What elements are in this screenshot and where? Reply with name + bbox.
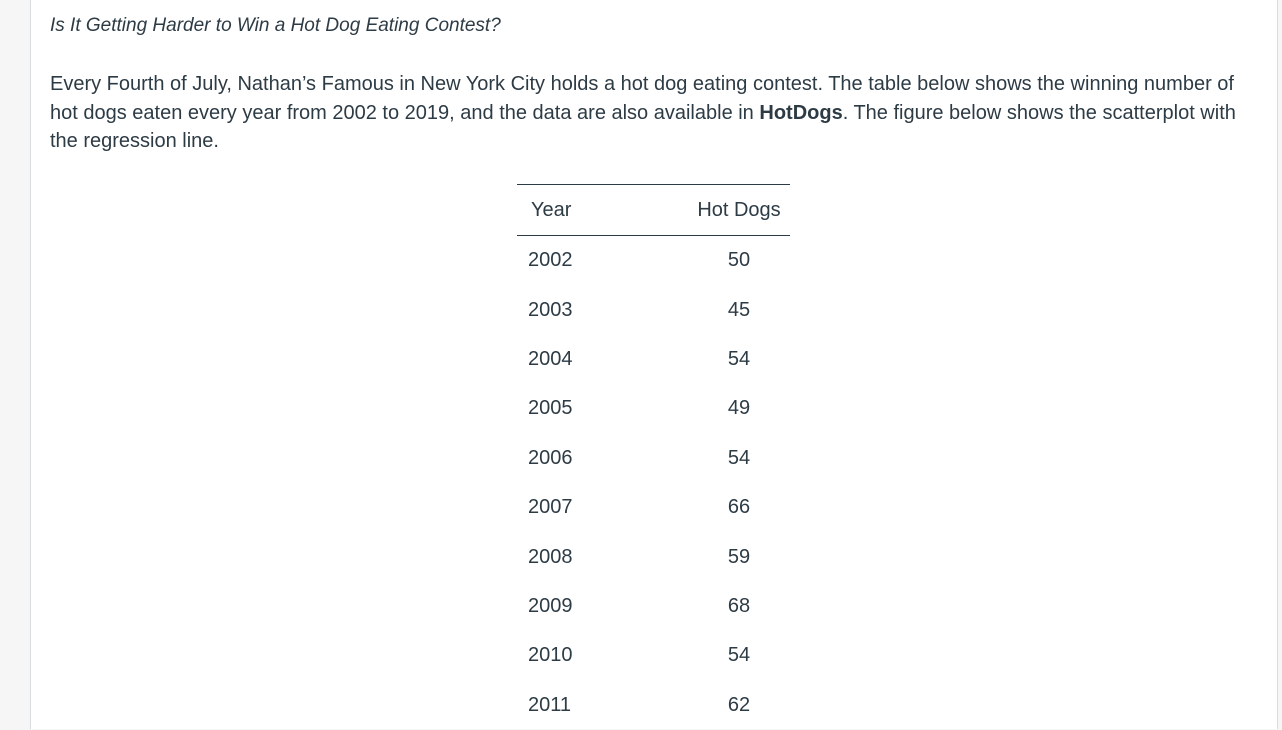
year-cell: 2011	[528, 693, 572, 716]
table-row	[517, 285, 790, 334]
table-row	[517, 384, 790, 433]
table-header-row	[517, 185, 790, 236]
hot-dogs-cell: 54	[727, 347, 751, 370]
year-cell: 2003	[528, 298, 573, 321]
table-row	[517, 236, 790, 286]
hot-dogs-table	[517, 184, 790, 730]
table-row	[517, 582, 790, 631]
hot-dogs-cell: 49	[727, 397, 751, 420]
table-row	[517, 631, 790, 680]
year-cell: 2009	[528, 594, 573, 617]
table-row	[517, 532, 790, 581]
dataset-name: HotDogs	[759, 101, 843, 124]
table-row	[517, 434, 790, 483]
table-row	[517, 335, 790, 384]
year-cell: 2005	[528, 397, 573, 420]
table-row	[517, 483, 790, 532]
year-cell: 2010	[528, 644, 573, 667]
question-title: Is It Getting Harder to Win a Hot Dog Eating Contest?	[50, 15, 501, 36]
intro-text-start: Every Fourth of July, Nathan’s Famous in New York City holds a hot dog eating contest. The table below shows the winning number of hot dogs eaten every year from 2002 to 2019, and the data are also available in	[50, 73, 1234, 124]
year-cell: 2007	[528, 496, 573, 519]
year-cell: 2004	[528, 347, 573, 370]
hot-dogs-cell: 54	[727, 644, 751, 667]
hot-dogs-cell: 68	[727, 594, 751, 617]
intro-paragraph	[50, 70, 1262, 156]
year-cell: 2002	[528, 249, 573, 272]
hot-dogs-cell: 62	[727, 693, 751, 716]
hot-dogs-cell: 50	[727, 249, 751, 272]
hot-dogs-cell: 54	[727, 446, 751, 469]
year-cell: 2008	[528, 545, 573, 568]
intro-text-end: . The figure below shows the scatterplot with the regression line.	[50, 101, 1236, 153]
table-row	[517, 681, 790, 730]
left-gutter	[0, 0, 31, 729]
right-edge	[1278, 0, 1282, 729]
year-cell: 2006	[528, 446, 573, 469]
content-panel	[31, 0, 1278, 729]
hot-dogs-cell: 66	[727, 496, 751, 519]
column-header-hot-dogs: Hot Dogs	[697, 198, 781, 221]
hot-dogs-cell: 59	[727, 545, 751, 568]
column-header-year: Year	[531, 198, 572, 221]
hot-dogs-cell: 45	[727, 298, 751, 321]
